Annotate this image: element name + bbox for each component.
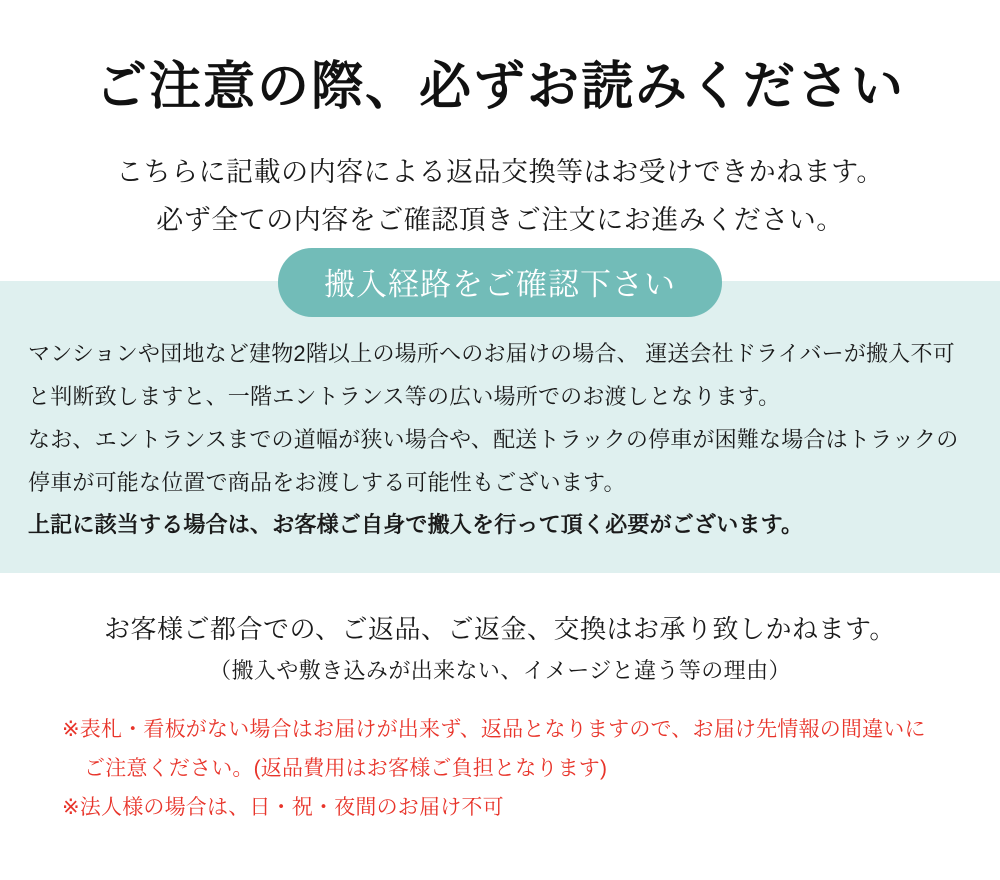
red-warnings (0, 711, 1000, 828)
return-policy-notes (0, 607, 1000, 689)
warning-line-1: ※表札・看板がない場合はお届けが出来ず、返品となりますので、お届け先情報の間違いに (62, 717, 926, 741)
panel-badge-label: 搬入経路をご確認下さい (278, 248, 722, 317)
return-policy-sub: （搬入や敷き込みが出来ない、イメージと違う等の理由） (209, 657, 791, 683)
lead-line-1: こちらに記載の内容による返品交換等はお受けできかねます。 (116, 156, 884, 187)
panel-line-2: と判断致しますと、一階エントランス等の広い場所でのお渡しとなります。 (28, 383, 781, 409)
lead-paragraph (0, 148, 1000, 245)
panel-line-1: マンションや団地など建物2階以上の場所へのお届けの場合、 運送会社ドライバーが搬入不可 (28, 340, 955, 366)
warning-line-3: ※法人様の場合は、日・祝・夜間のお届け不可 (62, 795, 504, 819)
delivery-route-panel (0, 266, 1000, 573)
panel-emphasis-line: 上記に該当する場合は、お客様ご自身で搬入を行って頂く必要がございます。 (28, 512, 804, 538)
panel-line-3: なお、エントランスまでの道幅が狭い場合や、配送トラックの停車が困難な場合はトラックの (28, 426, 959, 452)
warning-line-2: ご注意ください。(返品費用はお客様ご負担となります) (84, 756, 608, 780)
panel-line-4: 停車が可能な位置で商品をお渡しする可能性もございます。 (28, 469, 626, 495)
lead-line-2: 必ず全ての内容をご確認頂きご注文にお進みください。 (156, 205, 844, 236)
return-policy-main: お客様ご都合での、ご返品、ご返金、交換はお承り致しかねます。 (104, 614, 896, 645)
page-title: ご注意の際、必ずお読みください (94, 58, 905, 116)
